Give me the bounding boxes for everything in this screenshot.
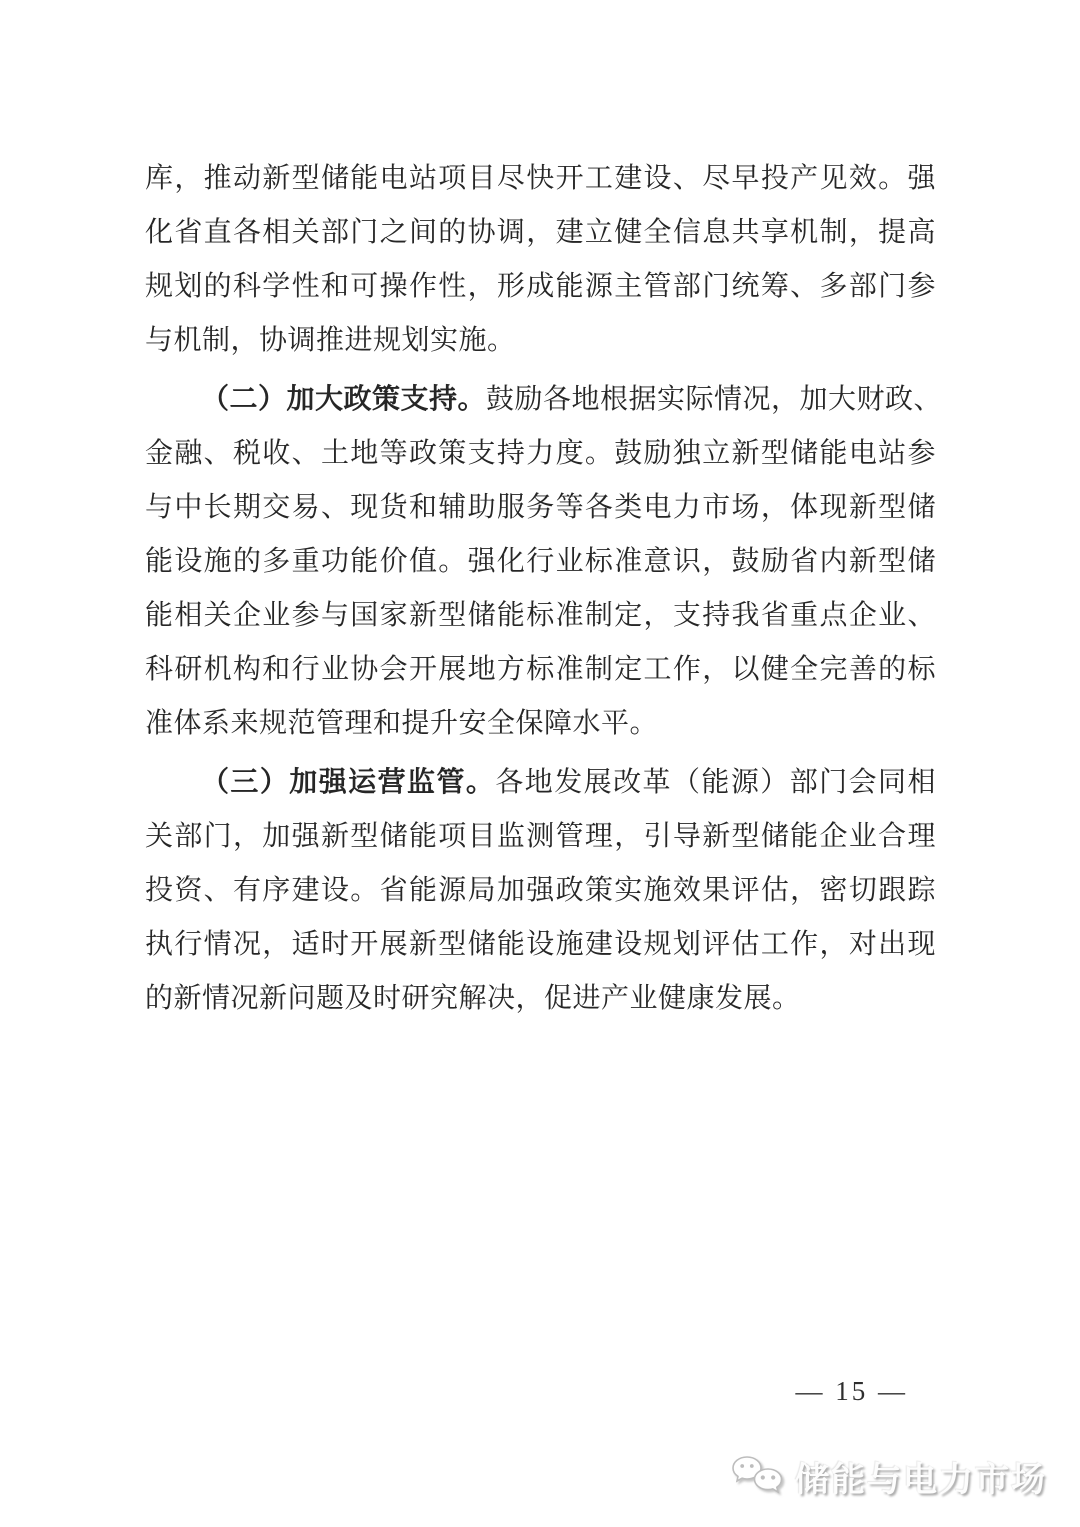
- text-line: [145, 810, 936, 864]
- body-text: 执行情况，适时开展新型储能设施建设规划评估工作，对出现: [145, 929, 936, 960]
- body-text: 投资、有序建设。省能源局加强政策实施效果评估，密切跟踪: [145, 875, 936, 906]
- body-text: 各地发展改革（能源）部门会同相: [495, 767, 936, 798]
- body-text: 与中长期交易、现货和辅助服务等各类电力市场，体现新型储: [145, 492, 936, 523]
- body-text: 能设施的多重功能价值。强化行业标准意识，鼓励省内新型储: [145, 546, 936, 577]
- paragraph-2: [145, 373, 943, 751]
- text-line: [145, 972, 936, 1026]
- text-line: [145, 535, 936, 589]
- watermark-label: 储能与电力市场: [795, 1462, 1047, 1499]
- text-line: [145, 314, 936, 368]
- text-line: [145, 756, 936, 810]
- body-text: 关部门，加强新型储能项目监测管理，引导新型储能企业合理: [145, 821, 936, 852]
- body-text: 化省直各相关部门之间的协调，建立健全信息共享机制，提高: [145, 217, 936, 248]
- body-text: 鼓励各地根据实际情况，加大财政、: [486, 384, 943, 415]
- text-line: [145, 643, 936, 697]
- body-text: 与机制，协调推进规划实施。: [145, 325, 516, 356]
- body-text: 准体系来规范管理和提升安全保障水平。: [145, 708, 659, 739]
- body-text: 金融、税收、土地等政策支持力度。鼓励独立新型储能电站参: [145, 438, 936, 469]
- text-line: [145, 373, 943, 427]
- body-text: 能相关企业参与国家新型储能标准制定，支持我省重点企业、: [145, 600, 936, 631]
- text-line: [145, 697, 936, 751]
- section-heading: （三）加强运营监管。: [201, 767, 496, 798]
- text-line: [145, 918, 936, 972]
- paragraph-1: [145, 152, 936, 368]
- text-line: [145, 260, 936, 314]
- body-text: 的新情况新问题及时研究解决，促进产业健康发展。: [145, 983, 801, 1014]
- watermark: [730, 1452, 1047, 1501]
- page-number: — 15 —: [795, 1376, 908, 1406]
- text-line: [145, 427, 936, 481]
- body-text: 科研机构和行业协会开展地方标准制定工作，以健全完善的标: [145, 654, 936, 685]
- document-body: [145, 152, 943, 1026]
- text-line: [145, 206, 936, 260]
- wechat-icon: [730, 1455, 786, 1499]
- text-line: [145, 589, 936, 643]
- text-line: [145, 152, 936, 206]
- text-line: [145, 481, 936, 535]
- body-text: 库，推动新型储能电站项目尽快开工建设、尽早投产见效。强: [145, 163, 936, 194]
- body-text: 规划的科学性和可操作性，形成能源主管部门统筹、多部门参: [145, 271, 936, 302]
- section-heading: （二）加大政策支持。: [201, 384, 487, 415]
- text-line: [145, 864, 936, 918]
- paragraph-3: [145, 756, 936, 1026]
